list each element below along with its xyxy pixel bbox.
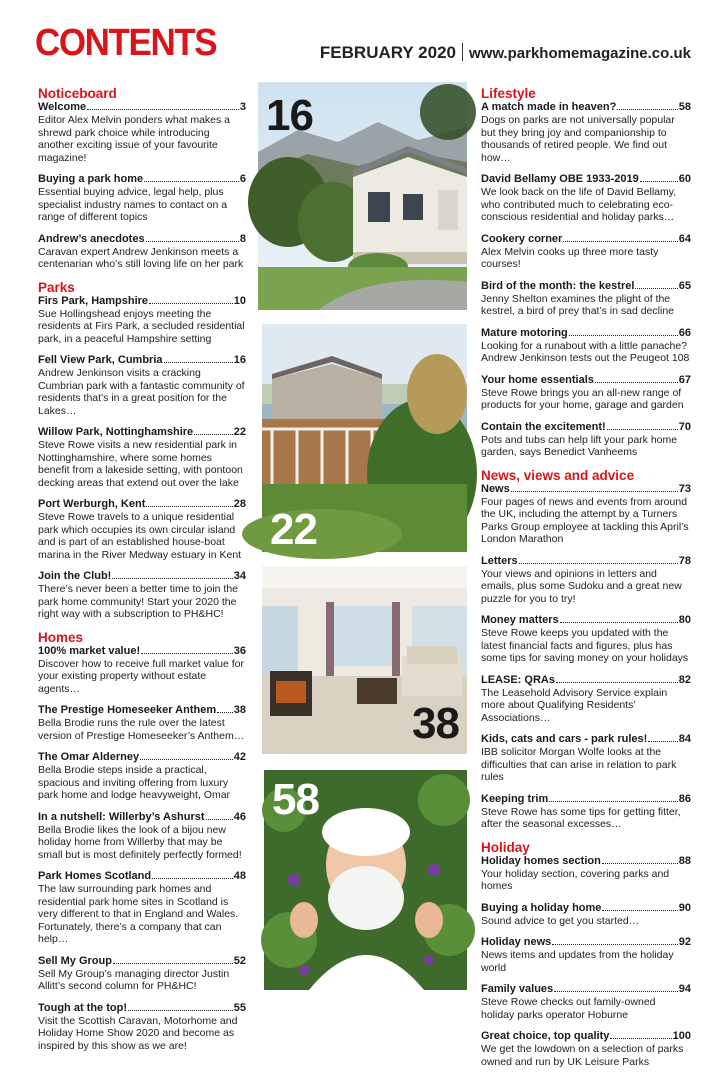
contents-entry[interactable] [38, 354, 246, 417]
entry-title: Keeping trim [481, 792, 549, 805]
entry-title: In a nutshell: Willerby’s Ashurst [38, 810, 205, 823]
contents-entry[interactable] [38, 101, 246, 164]
dot-leader [595, 374, 678, 383]
entry-page-number: 46 [233, 810, 246, 823]
photo-living-room-interior [262, 566, 467, 754]
entry-title: Port Werburgh, Kent [38, 498, 146, 510]
section-heading: Holiday [481, 839, 530, 855]
entry-title: Tough at the top! [38, 1001, 127, 1014]
entry-page-number: 65 [678, 279, 691, 292]
section-heading: Homes [38, 629, 84, 645]
dot-leader [144, 173, 239, 182]
contents-entry[interactable] [481, 855, 691, 893]
page-number-badge: 16 [266, 91, 313, 140]
entry-description: Steve Rowe checks out family-owned holiday parks operator Hoburne [481, 996, 656, 1021]
entry-description: Bella Brodie likes the look of a bijou new holiday home from Willerby that may be small but is most definitely perfectly formed! [38, 823, 242, 861]
entry-heading [481, 233, 691, 246]
entry-heading [38, 645, 246, 658]
entry-title: News [481, 482, 510, 495]
dot-leader [560, 614, 678, 623]
divider [462, 43, 463, 61]
entry-heading [38, 811, 246, 824]
contents-entry[interactable] [38, 233, 246, 271]
entry-heading [481, 614, 691, 627]
entry-page-number: 55 [233, 1001, 246, 1014]
entry-description: We look back on the life of David Bellamy, who contributed much to celebrating eco-conscious residential and holiday parks… [481, 186, 677, 223]
entry-title: Willow Park, Nottinghamshire [38, 426, 194, 438]
dot-leader [511, 483, 678, 492]
dot-leader [141, 645, 233, 654]
entry-page-number: 10 [233, 294, 246, 307]
entry-description: Your holiday section, covering parks and homes [481, 867, 670, 892]
entry-page-number: 6 [239, 173, 246, 185]
contents-entry[interactable] [38, 645, 246, 696]
entry-description: Essential buying advice, legal help, plus specialist industry names to contact on a range of different topics [38, 186, 228, 223]
entry-description: Steve Rowe brings you an all-new range of products for your home, garage and garden [481, 386, 684, 411]
entry-description: Sell My Group’s managing director Justin Allitt’s second column for PH&HC! [38, 967, 230, 992]
entry-heading [481, 421, 691, 434]
entry-description: Looking for a runabout with a little panache? Andrew Jenkinson tests out the Peugeot 108 [481, 339, 690, 364]
entry-heading [481, 280, 691, 293]
contents-entry[interactable] [481, 101, 691, 164]
contents-entry[interactable] [38, 704, 246, 742]
entry-page-number: 94 [678, 983, 691, 995]
contents-entry[interactable] [38, 751, 246, 802]
entry-page-number: 73 [678, 482, 691, 495]
entry-page-number: 28 [233, 498, 246, 510]
page-number-badge: 22 [270, 505, 317, 554]
contents-entry[interactable] [481, 483, 691, 546]
entry-heading [481, 555, 691, 568]
entry-title: Money matters [481, 614, 559, 626]
entry-heading [38, 295, 246, 308]
entry-page-number: 78 [678, 554, 691, 567]
entry-description: Steve Rowe keeps you updated with the latest financial facts and figures, plus has some tips for saving money on your holidays [481, 627, 689, 664]
contents-entry[interactable] [481, 936, 691, 974]
entry-heading [38, 101, 246, 114]
entry-description: Sound advice to get you started… [481, 914, 640, 927]
entry-description: Dogs on parks are not universally popular but they bring joy and companionship to thousands of retired people. We find out how… [481, 114, 675, 164]
entry-heading [38, 173, 246, 186]
contents-entry[interactable] [481, 233, 691, 271]
dot-leader [552, 936, 677, 945]
entry-page-number: 86 [678, 792, 691, 805]
entry-page-number: 100 [672, 1030, 691, 1042]
entry-title: The Prestige Homeseeker Anthem [38, 704, 217, 716]
entry-heading [481, 674, 691, 687]
contents-entry[interactable] [481, 983, 691, 1021]
entry-title: Letters [481, 554, 518, 567]
dot-leader [164, 354, 233, 363]
entry-page-number: 80 [678, 614, 691, 626]
photo-lakeside-lodges [262, 324, 467, 552]
entry-description: Pots and tubs can help lift your park home garden, says Benedict Vanheems [481, 433, 678, 458]
entry-title: Sell My Group [38, 954, 112, 967]
dot-leader [635, 280, 677, 289]
website-link[interactable]: www.parkhomemagazine.co.uk [468, 45, 691, 62]
entry-description: We get the lowdown on a selection of parks owned and run by UK Leisure Parks [481, 1043, 684, 1068]
entry-page-number: 3 [239, 101, 246, 113]
entry-heading [38, 751, 246, 764]
entry-title: Your home essentials [481, 373, 594, 386]
masthead-meta [320, 43, 691, 63]
entry-description: IBB solicitor Morgan Wolfe looks at the difficulties that can arise in relation to park rules [481, 746, 677, 783]
entry-title: Kids, cats and cars - park rules! [481, 733, 648, 745]
entry-description: The Leasehold Advisory Service explain more about Qualifying Residents’ Associations… [481, 686, 668, 724]
entry-title: Fell View Park, Cumbria [38, 354, 163, 366]
contents-entry[interactable] [481, 674, 691, 725]
entry-page-number: 42 [233, 751, 246, 763]
entry-description: Alex Melvin cooks up three more tasty courses! [481, 245, 659, 270]
entry-description: Steve Rowe has some tips for getting fitter, after the seasonal excesses… [481, 805, 681, 830]
contents-entry[interactable] [38, 295, 246, 346]
entry-page-number: 48 [233, 870, 246, 882]
entry-title: Andrew’s anecdotes [38, 232, 145, 245]
entry-page-number: 34 [233, 570, 246, 582]
entry-page-number: 66 [678, 326, 691, 339]
entry-heading [481, 733, 691, 746]
contents-entry[interactable] [38, 1002, 246, 1053]
dot-leader [648, 733, 677, 742]
entry-title: Buying a holiday home [481, 901, 602, 914]
entry-description: Steve Rowe travels to a unique residential park which occupies its own circular island and is part of an established house-boat marina in the River Medway estuary in Kent [38, 511, 242, 561]
contents-column-left [38, 82, 246, 1061]
entry-description: Steve Rowe visits a new residential park in Nottinghamshire, where some homes benefit from a lakeside setting, with pontoon decking areas that extend out over the lake [38, 439, 243, 489]
entry-title: A match made in heaven? [481, 101, 617, 113]
contents-entry[interactable] [481, 374, 691, 412]
entry-heading [481, 902, 691, 915]
contents-entry[interactable] [481, 793, 691, 831]
entry-page-number: 84 [678, 733, 691, 745]
dot-leader [610, 1030, 671, 1039]
dot-leader [554, 983, 678, 992]
dot-leader [194, 426, 233, 435]
entry-heading [38, 704, 246, 717]
entry-description: Bella Brodie runs the rule over the latest version of Prestige Homeseeker’s Anthem… [38, 717, 245, 742]
entry-heading [38, 426, 246, 439]
entry-heading [481, 1030, 691, 1043]
entry-title: Welcome [38, 101, 87, 113]
contents-entry[interactable] [481, 280, 691, 318]
dot-leader [549, 793, 678, 802]
contents-entry[interactable] [38, 570, 246, 621]
contents-entry[interactable] [481, 1030, 691, 1068]
entry-page-number: 92 [678, 936, 691, 948]
entry-heading [38, 570, 246, 583]
entry-title: Great choice, top quality [481, 1030, 610, 1042]
contents-entry[interactable] [481, 902, 691, 928]
entry-description: Caravan expert Andrew Jenkinson meets a centenarian who’s still loving life on her park [38, 245, 244, 270]
entry-page-number: 67 [678, 373, 691, 386]
entry-heading [38, 1002, 246, 1015]
contents-entry[interactable] [38, 955, 246, 993]
entry-heading [481, 374, 691, 387]
masthead-title: CONTENTS [35, 22, 217, 64]
entry-page-number: 64 [678, 232, 691, 245]
entry-title: Join the Club! [38, 570, 112, 582]
dot-leader [146, 233, 239, 242]
entry-title: Mature motoring [481, 326, 568, 339]
entry-title: Cookery corner [481, 232, 563, 245]
entry-heading [481, 983, 691, 996]
section-heading: Parks [38, 279, 75, 295]
entry-description: News items and updates from the holiday world [481, 949, 674, 974]
dot-leader [217, 704, 233, 713]
entry-page-number: 36 [233, 644, 246, 657]
entry-heading [38, 233, 246, 246]
entry-heading [481, 936, 691, 949]
issue-date: FEBRUARY 2020 [319, 43, 456, 62]
dot-leader [152, 870, 233, 879]
section-heading: News, views and advice [481, 467, 635, 483]
dot-leader [140, 751, 233, 760]
dot-leader [563, 233, 677, 242]
entry-title: The Omar Alderney [38, 751, 140, 763]
entry-title: Buying a park home [38, 173, 144, 185]
dot-leader [87, 101, 239, 110]
dot-leader [206, 811, 233, 820]
dot-leader [569, 327, 678, 336]
entry-title: Holiday homes section [481, 854, 601, 867]
entry-heading [38, 354, 246, 367]
entry-page-number: 52 [233, 954, 246, 967]
entry-title: Contain the excitement! [481, 420, 606, 433]
contents-entry[interactable] [38, 870, 246, 946]
entry-page-number: 38 [233, 704, 246, 716]
entry-heading [481, 483, 691, 496]
entry-heading [38, 870, 246, 883]
contents-entry[interactable] [481, 173, 691, 224]
entry-description: Visit the Scottish Caravan, Motorhome and Holiday Home Show 2020 and become as inspired by this show as we are! [38, 1014, 238, 1052]
section-heading: Noticeboard [38, 86, 117, 101]
section-heading: Lifestyle [481, 86, 536, 101]
entry-heading [38, 955, 246, 968]
entry-heading [481, 101, 691, 114]
entry-page-number: 82 [678, 673, 691, 686]
contents-entry[interactable] [481, 421, 691, 459]
entry-description: Andrew Jenkinson visits a cracking Cumbrian park with a fantastic community of residents that’s in a great position for the Lakes… [38, 367, 245, 417]
entry-description: Discover how to receive full market value for your existing property without estate agents… [38, 657, 244, 695]
dot-leader [602, 902, 677, 911]
entry-page-number: 8 [239, 232, 246, 245]
dot-leader [113, 955, 233, 964]
dot-leader [519, 555, 678, 564]
entry-heading [481, 855, 691, 868]
dot-leader [149, 295, 233, 304]
entry-description: Editor Alex Melvin ponders what makes a shrewd park choice while introducing another exciting issue of your favourite magazine! [38, 114, 231, 164]
page-number-badge: 38 [412, 699, 459, 748]
entry-page-number: 88 [678, 854, 691, 867]
photo-portrait-in-garden [264, 770, 467, 990]
entry-description: The law surrounding park homes and residential park home sites in Scotland is very different to that in England and Wales. Fortunately, there’s a company that can help… [38, 883, 239, 945]
entry-description: Your views and opinions in letters and emails, plus some Sudoku and a great new puzzle for you to try! [481, 567, 682, 605]
entry-title: Holiday news [481, 936, 552, 948]
entry-heading [481, 793, 691, 806]
entry-title: Family values [481, 983, 554, 995]
contents-entry[interactable] [38, 173, 246, 224]
entry-page-number: 16 [233, 354, 246, 366]
contents-entry[interactable] [38, 498, 246, 561]
contents-entry[interactable] [481, 733, 691, 784]
entry-title: Firs Park, Hampshire [38, 294, 149, 307]
entry-title: Bird of the month: the kestrel [481, 279, 635, 292]
entry-heading [481, 173, 691, 186]
photo-park-home-mountains [258, 82, 467, 310]
dot-leader [607, 421, 678, 430]
entry-heading [481, 327, 691, 340]
entry-page-number: 60 [678, 173, 691, 185]
dot-leader [640, 173, 678, 182]
dot-leader [556, 674, 678, 683]
contents-entry[interactable] [38, 426, 246, 489]
contents-entry[interactable] [38, 811, 246, 862]
contents-column-right [481, 82, 691, 1077]
entry-title: 100% market value! [38, 644, 141, 657]
entry-page-number: 58 [678, 101, 691, 113]
entry-page-number: 90 [678, 901, 691, 914]
entry-description: There’s never been a better time to join the park home community! Start your 2020 the right way with a subscription to PH&HC! [38, 583, 239, 620]
entry-title: David Bellamy OBE 1933-2019 [481, 173, 639, 185]
contents-entry[interactable] [481, 555, 691, 606]
dot-leader [128, 1002, 233, 1011]
entry-heading [38, 498, 246, 511]
entry-description: Jenny Shelton examines the plight of the kestrel, a bird of prey that’s in sad decline [481, 292, 674, 317]
entry-description: Bella Brodie steps inside a practical, spacious and inviting offering from luxury park home and lodge heavyweight, Omar [38, 764, 231, 801]
entry-description: Four pages of news and events from around the UK, including the attempt by a Turners Parks Group employee at tackling this April’s London Marathon [481, 495, 689, 545]
contents-entry[interactable] [481, 614, 691, 665]
entry-title: Park Homes Scotland [38, 870, 152, 882]
dot-leader [146, 498, 232, 507]
entry-page-number: 22 [233, 426, 246, 438]
page-number-badge: 58 [272, 775, 319, 824]
dot-leader [617, 101, 677, 110]
entry-description: Sue Hollingshead enjoys meeting the residents at Firs Park, a secluded residential park, in a peaceful Hampshire setting [38, 307, 245, 345]
entry-title: LEASE: QRAs [481, 673, 555, 686]
dot-leader [602, 855, 678, 864]
dot-leader [112, 570, 232, 579]
entry-page-number: 70 [678, 420, 691, 433]
contents-entry[interactable] [481, 327, 691, 365]
